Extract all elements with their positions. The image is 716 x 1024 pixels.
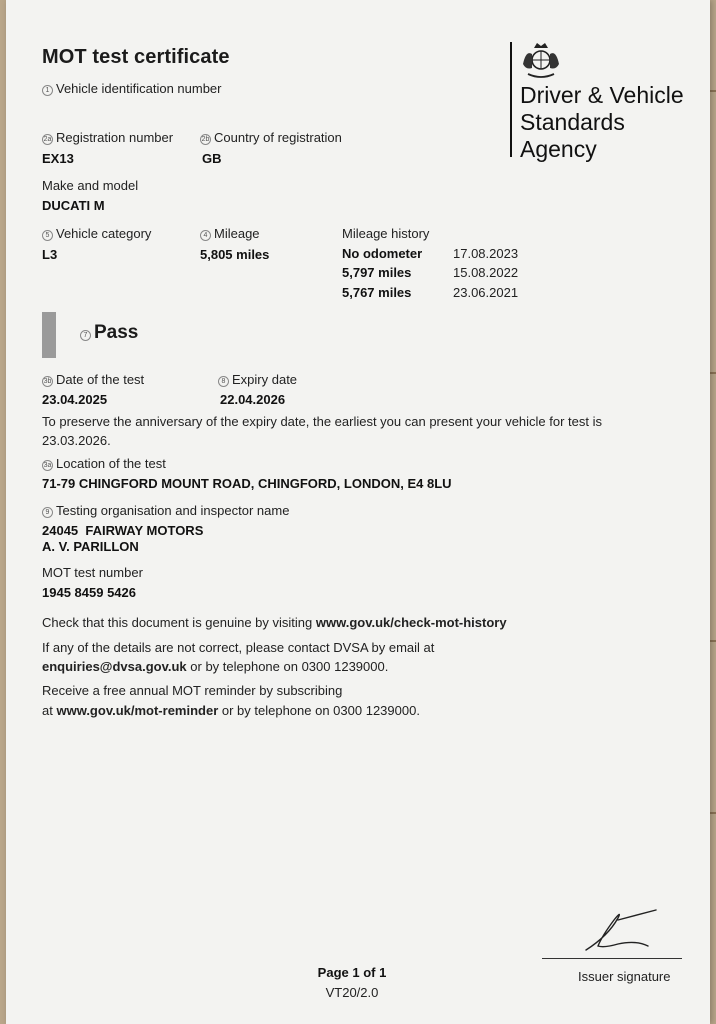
reminder-text: Receive a free annual MOT reminder by subscribing bbox=[42, 683, 343, 698]
field-number-badge: 7 bbox=[80, 330, 91, 341]
royal-crest-icon bbox=[520, 40, 562, 80]
field-number-badge: 2b bbox=[201, 136, 210, 143]
field-number-badge: 4 bbox=[200, 230, 211, 241]
history-date: 15.08.2022 bbox=[453, 265, 519, 280]
contact-email: enquiries@dvsa.gov.uk bbox=[42, 659, 187, 674]
agency-name-line2: Standards bbox=[520, 109, 625, 135]
contact-text: If any of the details are not correct, please contact DVSA by email at bbox=[42, 640, 435, 655]
history-reading: No odometer bbox=[342, 246, 423, 261]
mileage-label-row bbox=[200, 226, 260, 241]
category-value: L3 bbox=[42, 247, 58, 262]
registration-label-row bbox=[42, 130, 173, 145]
anniversary-date: 23.03.2026. bbox=[42, 433, 111, 448]
organisation-value: 24045 FAIRWAY MOTORS bbox=[42, 523, 204, 538]
inspector-name: A. V. PARILLON bbox=[42, 539, 139, 554]
history-date: 17.08.2023 bbox=[453, 246, 519, 261]
location-label: Location of the test bbox=[56, 456, 166, 471]
registration-value: EX13 bbox=[42, 151, 74, 166]
make-model-label: Make and model bbox=[42, 178, 139, 193]
document-title: MOT test certificate bbox=[42, 46, 230, 68]
agency-name-line3: Agency bbox=[520, 136, 597, 162]
location-label-row bbox=[42, 456, 166, 471]
signature-label: Issuer signature bbox=[578, 969, 671, 984]
make-model-value: DUCATI M bbox=[42, 198, 105, 213]
field-number-badge: 2a bbox=[43, 136, 52, 143]
field-number-badge: 1 bbox=[42, 85, 53, 96]
result-marker bbox=[42, 312, 56, 358]
page-number: Page 1 of 1 bbox=[317, 965, 387, 980]
mot-reminder-link: www.gov.uk/mot-reminder bbox=[56, 703, 219, 718]
test-number-value: 1945 8459 5426 bbox=[42, 585, 136, 600]
field-number-badge: 3a bbox=[43, 462, 52, 469]
test-date-label: Date of the test bbox=[56, 372, 145, 387]
result-status: Pass bbox=[94, 322, 139, 343]
genuine-check-text: Check that this document is genuine by visiting www.gov.uk/check-mot-history bbox=[42, 615, 507, 630]
country-label-row bbox=[200, 130, 342, 145]
field-number-badge: 9 bbox=[42, 507, 53, 518]
agency-divider bbox=[510, 42, 512, 157]
mot-certificate-page bbox=[6, 0, 710, 1024]
expiry-date-label: Expiry date bbox=[232, 372, 298, 387]
history-reading: 5,797 miles bbox=[342, 265, 412, 280]
organisation-label: Testing organisation and inspector name bbox=[56, 503, 290, 518]
anniversary-note: To preserve the anniversary of the expiry date, the earliest you can present your vehicle for test is bbox=[42, 414, 603, 429]
mileage-value: 5,805 miles bbox=[200, 247, 270, 262]
field-number-badge: 3b bbox=[43, 378, 52, 385]
mileage-label: Mileage bbox=[214, 226, 260, 241]
country-label: Country of registration bbox=[214, 130, 342, 145]
vin-label: Vehicle identification number bbox=[56, 81, 222, 96]
result-row bbox=[80, 322, 138, 344]
category-label: Vehicle category bbox=[56, 226, 152, 241]
mileage-history-label: Mileage history bbox=[342, 226, 430, 241]
expiry-date-label-row bbox=[218, 372, 297, 387]
test-date-value: 23.04.2025 bbox=[42, 392, 108, 407]
organisation-label-row bbox=[42, 503, 289, 518]
registration-label: Registration number bbox=[56, 130, 174, 145]
vin-label-row bbox=[42, 81, 222, 96]
history-date: 23.06.2021 bbox=[453, 285, 519, 300]
category-label-row bbox=[42, 226, 151, 241]
country-value: GB bbox=[202, 151, 222, 166]
form-code: VT20/2.0 bbox=[325, 985, 379, 1000]
signature-line bbox=[542, 958, 682, 959]
expiry-date-value: 22.04.2026 bbox=[220, 392, 286, 407]
field-number-badge: 8 bbox=[218, 376, 229, 387]
agency-name-line1: Driver & Vehicle bbox=[520, 82, 684, 108]
location-value: 71-79 CHINGFORD MOUNT ROAD, CHINGFORD, LONDON, E4 8LU bbox=[42, 476, 452, 491]
issuer-signature-mark bbox=[578, 906, 668, 958]
field-number-badge: 5 bbox=[42, 230, 53, 241]
history-reading: 5,767 miles bbox=[342, 285, 412, 300]
reminder-details: at www.gov.uk/mot-reminder or by telephone on 0300 1239000. bbox=[42, 703, 420, 718]
test-number-label: MOT test number bbox=[42, 565, 143, 580]
test-date-label-row bbox=[42, 372, 144, 387]
contact-details: enquiries@dvsa.gov.uk or by telephone on 0300 1239000. bbox=[42, 659, 389, 674]
check-mot-history-link: www.gov.uk/check-mot-history bbox=[315, 615, 507, 630]
